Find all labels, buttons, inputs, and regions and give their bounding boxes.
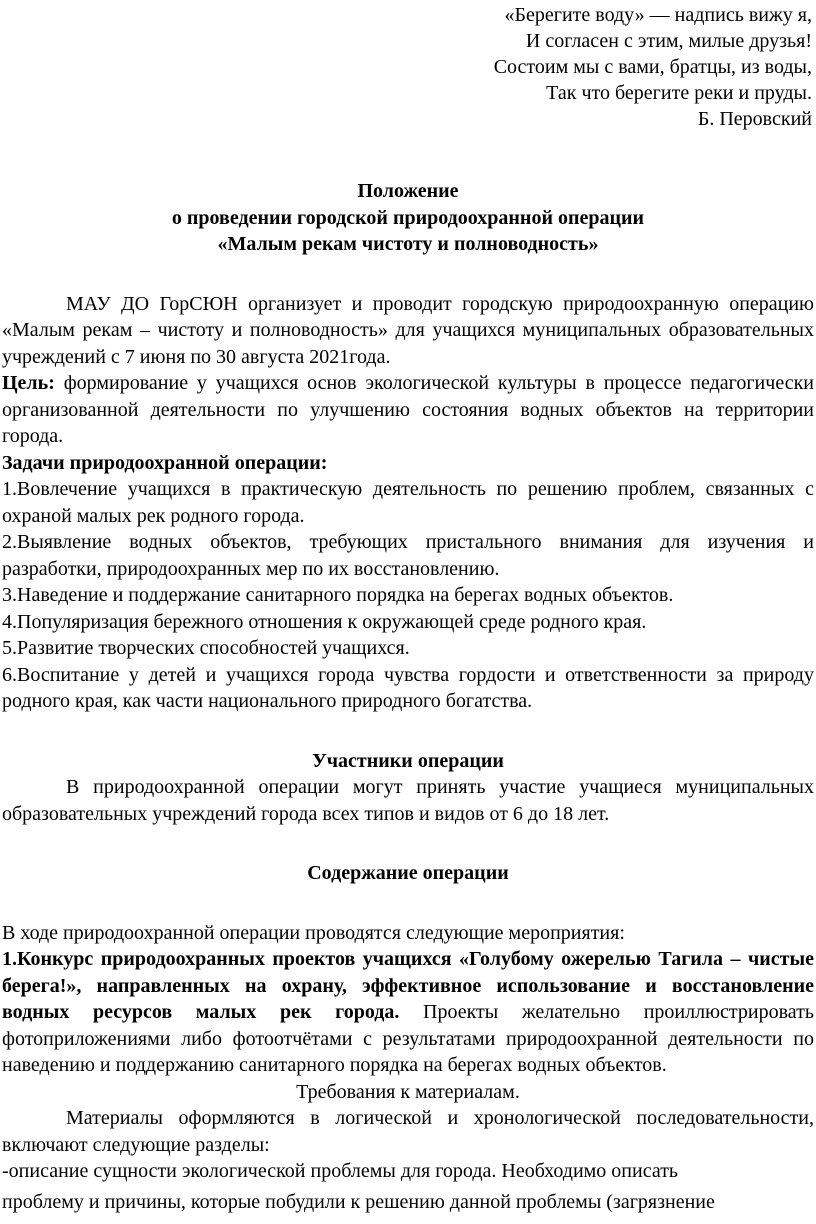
requirements-item-continued: проблему и причины, которые побудили к решению данной проблемы (загрязнение [2,1190,715,1213]
participants-heading: Участники операции [312,749,504,772]
contest-paragraph [2,946,814,1079]
tasks-heading: Задачи природоохранной операции: [2,451,328,474]
requirements-item: -описание сущности экологической проблемы для города. Необходимо описать [2,1160,679,1182]
contest-text: Проекты желательно проиллюстрировать фотоприложениями либо фотоотчётами с результатами природоохранной деятельности по наведению и поддержанию санитарного порядка на берегах водных объектов. [2,1001,814,1076]
task-item: 4.Популяризация бережного отношения к окружающей среде родного края. [2,610,647,633]
task-item: 1.Вовлечение учащихся в практическую деятельность по решению проблем, связанных с охраной малых рек родного города. [2,478,814,527]
task-item: 6.Воспитание у детей и учащихся города чувства гордости и ответственности за природу родного края, как части национального природного богатства. [2,663,814,712]
title-line-3: «Малым рекам чистоту и полноводность» [217,233,599,255]
requirements-paragraph: Материалы оформляются в логической и хронологической последовательности, включают следующие разделы: [2,1107,814,1156]
title-line-1: Положение [357,180,459,202]
document-page [2,2,814,1215]
goal-text: формирование у учащихся основ экологической культуры в процессе педагогически организованной деятельности по улучшению состояния водных объектов на территории города. [2,372,814,447]
task-item: 2.Выявление водных объектов, требующих пристального внимания для изучения и разработки, природоохранных мер по их восстановлению. [2,531,814,580]
content-intro: В ходе природоохранной операции проводятся следующие мероприятия: [2,921,625,944]
document-title [2,178,814,258]
task-item: 5.Развитие творческих способностей учащихся. [2,637,410,659]
goal-paragraph [2,370,814,450]
epigraph-line: Так что берегите реки и пруды. [546,82,812,104]
contest-title: 1.Конкурс природоохранных проектов учащихся «Голубому ожерелью Тагила – чистые берега!», направленных на охрану, эффективное использование и восстановление водных ресурсов малых рек города. [2,948,814,1023]
participants-paragraph: В природоохранной операции могут принять участие учащиеся муниципальных образовательных учреждений города всех типов и видов от 6 до 18 лет. [2,776,814,825]
content-heading: Содержание операции [307,862,509,884]
intro-paragraph: МАУ ДО ГорСЮН организует и проводит городскую природоохранную операцию «Малым рекам – чистоту и полноводность» для учащихся муниципальных образовательных учреждений с 7 июня по 30 августа 2021года. [2,292,814,368]
task-item: 3.Наведение и поддержание санитарного порядка на берегах водных объектов. [2,584,674,606]
epigraph [2,2,814,132]
epigraph-line: «Берегите воду» — надпись вижу я, [504,4,812,26]
requirements-heading: Требования к материалам. [296,1080,520,1103]
epigraph-line: Состоим мы с вами, братцы, из воды, [493,56,812,78]
epigraph-author: Б. Перовский [697,108,812,130]
epigraph-line: И согласен с этим, милые друзья! [525,30,812,52]
goal-label: Цель: [2,372,55,394]
title-line-2: о проведении городской природоохранной операции [171,206,645,229]
